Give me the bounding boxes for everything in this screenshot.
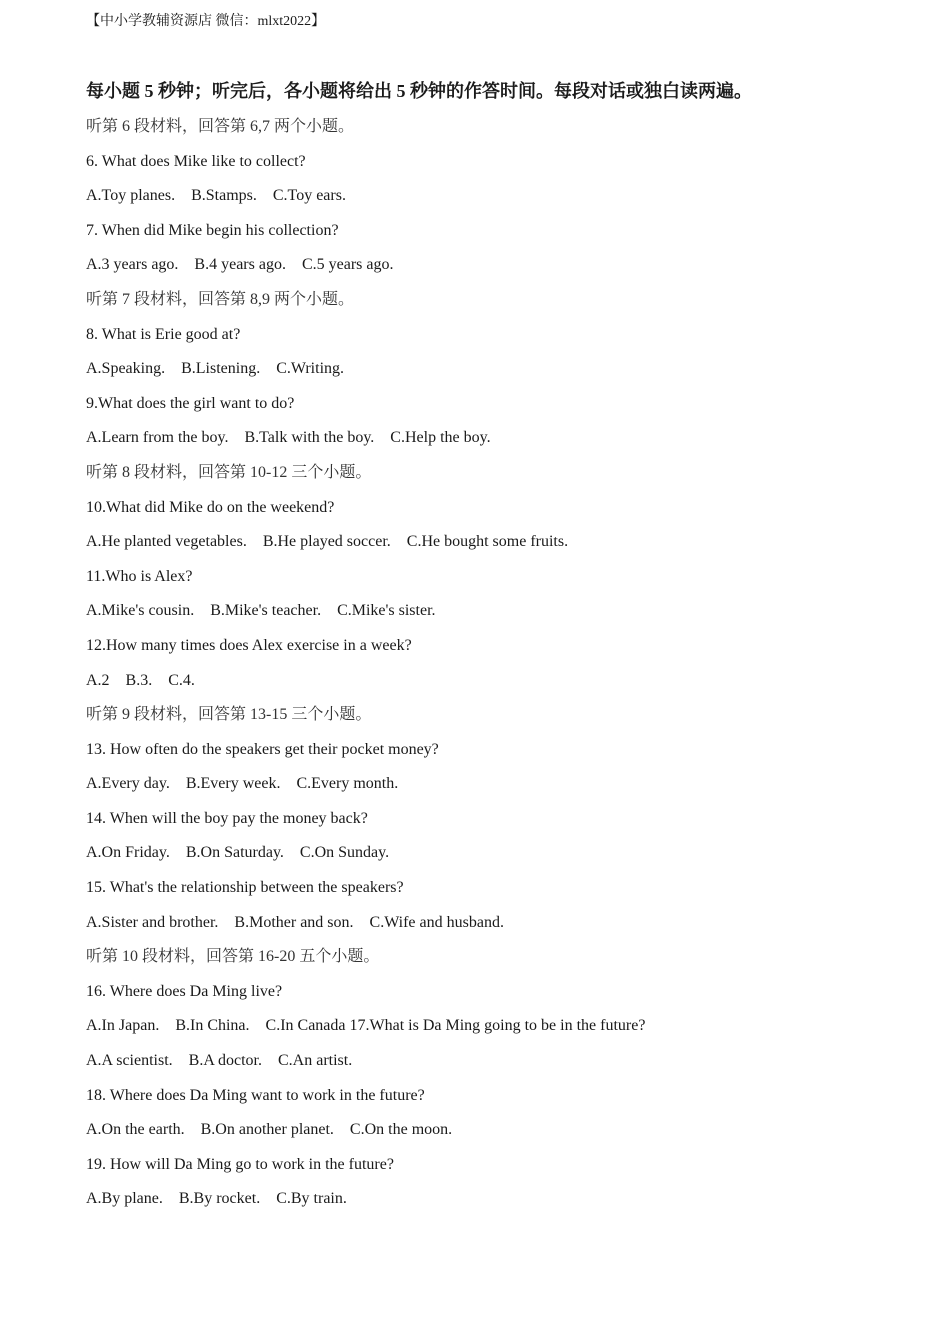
section-heading: 听第 9 段材料，回答第 13-15 三个小题。 bbox=[86, 706, 372, 724]
answer-options: A.Mike's cousin. B.Mike's teacher. C.Mike's sister. bbox=[86, 602, 436, 620]
question-text: 9.What does the girl want to do? bbox=[86, 394, 295, 412]
header-watermark-note: 【中小学教辅资源店 微信：mlxt2022】 bbox=[86, 14, 326, 29]
answer-options: A.By plane. B.By rocket. C.By train. bbox=[86, 1190, 347, 1208]
question-text: 6. What does Mike like to collect? bbox=[86, 152, 306, 170]
answer-options: A.Learn from the boy. B.Talk with the boy. C.Help the boy. bbox=[86, 429, 491, 447]
question-text: 12.How many times does Alex exercise in a week? bbox=[86, 636, 412, 654]
question-list bbox=[86, 110, 906, 1217]
answer-options: A.A scientist. B.A doctor. C.An artist. bbox=[86, 1052, 353, 1070]
exam-content bbox=[86, 76, 906, 1217]
answer-options: A.Every day. B.Every week. C.Every month. bbox=[86, 775, 399, 793]
section-heading: 听第 10 段材料，回答第 16-20 五个小题。 bbox=[86, 948, 380, 966]
question-text: 16. Where does Da Ming live? bbox=[86, 982, 283, 1000]
answer-options: A.Toy planes. B.Stamps. C.Toy ears. bbox=[86, 187, 346, 205]
answer-options: A.On the earth. B.On another planet. C.On the moon. bbox=[86, 1121, 453, 1139]
answer-options: A.3 years ago. B.4 years ago. C.5 years ago. bbox=[86, 256, 394, 274]
answer-options: A.He planted vegetables. B.He played soccer. C.He bought some fruits. bbox=[86, 533, 569, 551]
question-text: 11.Who is Alex? bbox=[86, 567, 193, 585]
answer-options: A.2 B.3. C.4. bbox=[86, 671, 195, 689]
section-heading: 听第 6 段材料，回答第 6,7 两个小题。 bbox=[86, 118, 355, 135]
question-text: 15. What's the relationship between the speakers? bbox=[86, 879, 404, 897]
section-heading: 听第 8 段材料，回答第 10-12 三个小题。 bbox=[86, 463, 372, 481]
question-text: 10.What did Mike do on the weekend? bbox=[86, 498, 335, 516]
question-text: 8. What is Erie good at? bbox=[86, 325, 241, 343]
question-text: 18. Where does Da Ming want to work in the future? bbox=[86, 1086, 425, 1104]
question-text: 19. How will Da Ming go to work in the future? bbox=[86, 1155, 394, 1173]
answer-options: A.Speaking. B.Listening. C.Writing. bbox=[86, 360, 345, 378]
answer-options: A.Sister and brother. B.Mother and son. C.Wife and husband. bbox=[86, 913, 504, 931]
question-text: 13. How often do the speakers get their pocket money? bbox=[86, 740, 439, 758]
answer-options: A.On Friday. B.On Saturday. C.On Sunday. bbox=[86, 844, 390, 862]
listening-instruction: 每小题 5 秒钟；听完后，各小题将给出 5 秒钟的作答时间。每段对话或独白读两遍。 bbox=[86, 81, 752, 101]
section-heading: 听第 7 段材料，回答第 8,9 两个小题。 bbox=[86, 290, 355, 308]
question-text: 14. When will the boy pay the money back? bbox=[86, 809, 368, 827]
question-text: 7. When did Mike begin his collection? bbox=[86, 221, 339, 239]
answer-options: A.In Japan. B.In China. C.In Canada 17.What is Da Ming going to be in the future? bbox=[86, 1017, 646, 1035]
